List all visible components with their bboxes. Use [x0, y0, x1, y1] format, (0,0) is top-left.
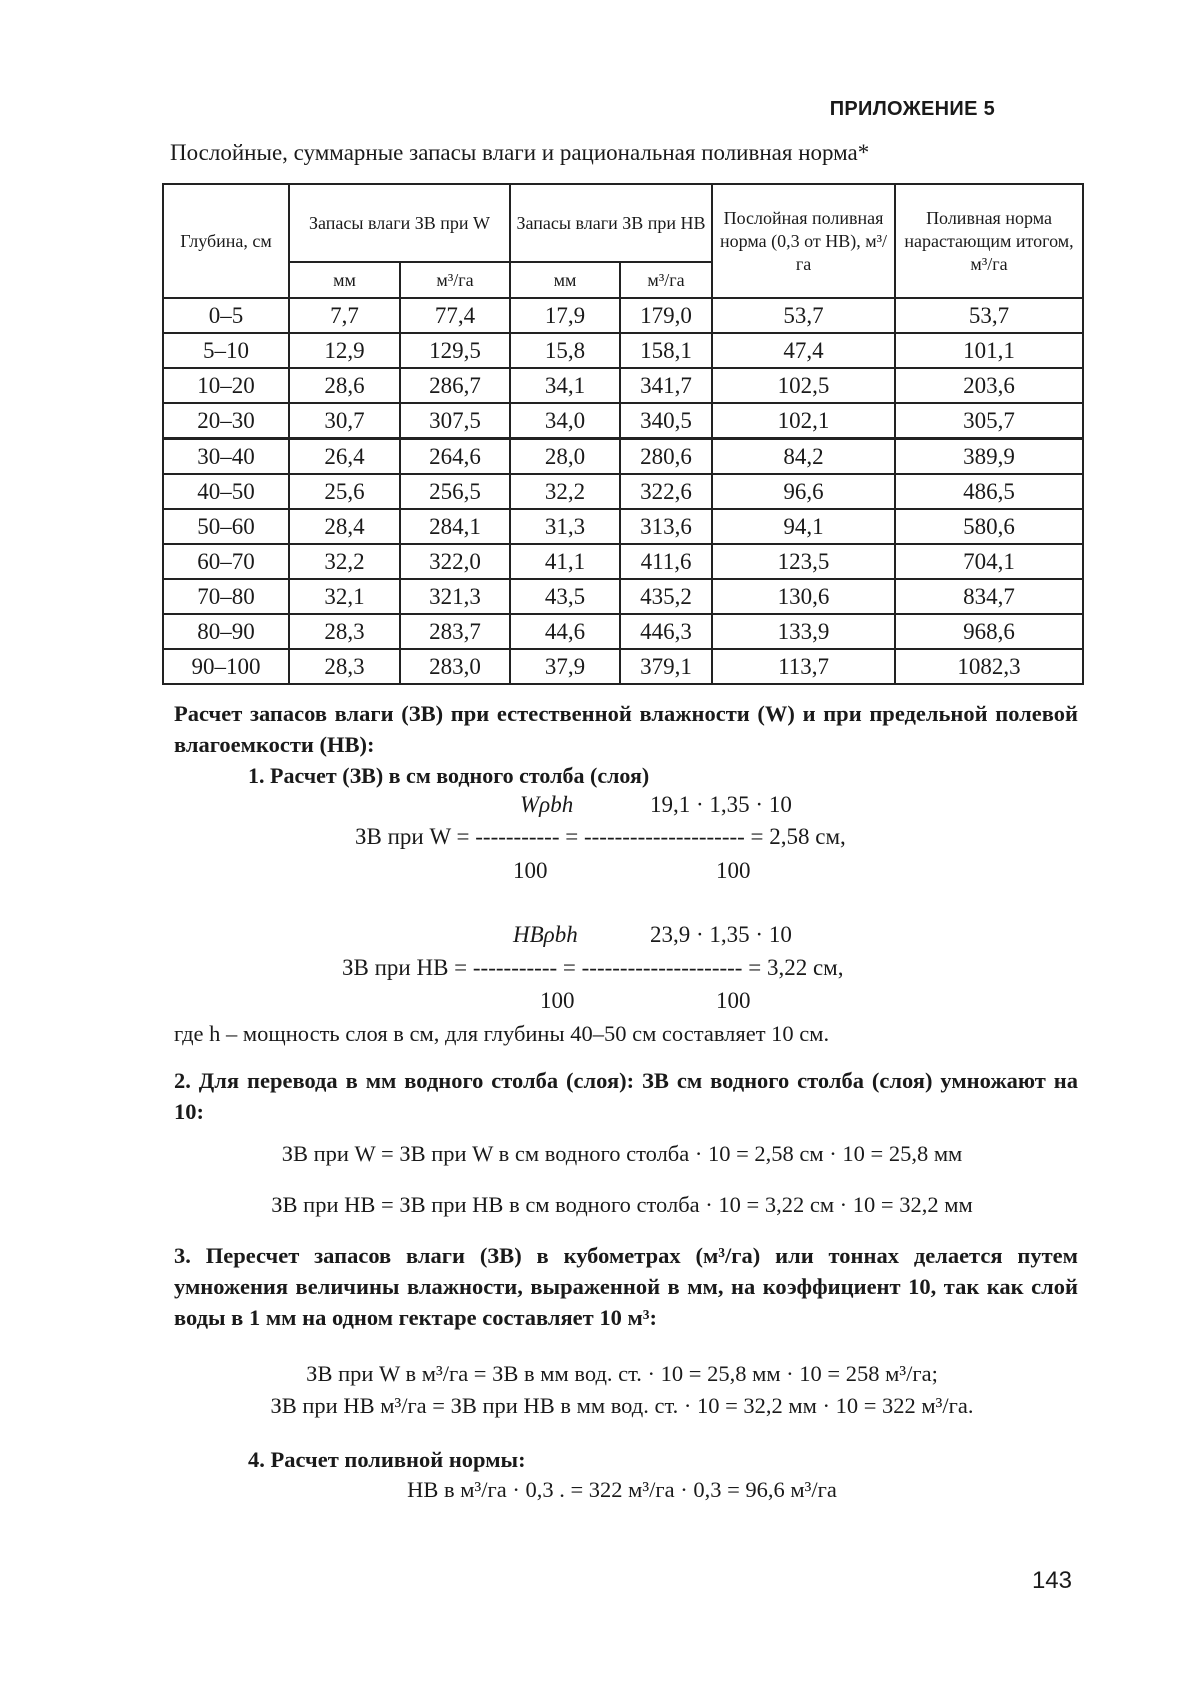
table-cell: 5–10	[163, 333, 289, 368]
table-cell: 580,6	[895, 509, 1083, 544]
table-cell: 30–40	[163, 439, 289, 475]
table-cell: 446,3	[620, 614, 712, 649]
table-cell: 704,1	[895, 544, 1083, 579]
table-cell: 256,5	[400, 474, 510, 509]
where-note: где h – мощность слоя в см, для глубины 40–50 см составляет 10 см.	[174, 1021, 830, 1046]
table-cell: 101,1	[895, 333, 1083, 368]
table-cell: 32,1	[289, 579, 400, 614]
table-cell: 28,3	[289, 614, 400, 649]
table-cell: 90–100	[163, 649, 289, 684]
header-layer-norm: Послойная поливная норма (0,3 от НВ), м³/га	[712, 184, 895, 298]
table-cell: 32,2	[510, 474, 620, 509]
table-row	[163, 509, 1083, 544]
table-cell: 32,2	[289, 544, 400, 579]
table-cell: 113,7	[712, 649, 895, 684]
table-cell: 130,6	[712, 579, 895, 614]
formula2-denominator-1: 100	[540, 988, 575, 1013]
table-cell: 322,0	[400, 544, 510, 579]
table-cell: 102,1	[712, 403, 895, 439]
table-cell: 321,3	[400, 579, 510, 614]
header-w-mm: мм	[289, 262, 400, 298]
formula2-denominator-2: 100	[716, 988, 751, 1013]
formula1-numerator-symbolic: Wρbh	[520, 792, 574, 817]
table-cell: 203,6	[895, 368, 1083, 403]
formula1-line: ЗВ при W = ----------- = --------------------- = 2,58 см,	[355, 824, 846, 849]
page-number: 143	[1031, 1567, 1072, 1594]
table-cell: 411,6	[620, 544, 712, 579]
table-cell: 28,0	[510, 439, 620, 475]
table-row	[163, 579, 1083, 614]
table-cell: 17,9	[510, 298, 620, 333]
table-cell: 322,6	[620, 474, 712, 509]
table-row	[163, 333, 1083, 368]
moisture-table	[162, 183, 1084, 685]
table-cell: 264,6	[400, 439, 510, 475]
table-cell: 284,1	[400, 509, 510, 544]
table-cell: 133,9	[712, 614, 895, 649]
table-cell: 30,7	[289, 403, 400, 439]
formula2-numerator-values: 23,9 · 1,35 · 10	[650, 922, 792, 947]
table-row	[163, 439, 1083, 475]
table-cell: 53,7	[895, 298, 1083, 333]
table-cell: 486,5	[895, 474, 1083, 509]
table-cell: 25,6	[289, 474, 400, 509]
header-nv-group: Запасы влаги ЗВ при НВ	[510, 184, 712, 262]
table-cell: 44,6	[510, 614, 620, 649]
table-cell: 283,7	[400, 614, 510, 649]
table-cell: 12,9	[289, 333, 400, 368]
header-cumulative: Поливная норма нарастающим итогом, м³/га	[895, 184, 1083, 298]
table-cell: 129,5	[400, 333, 510, 368]
table-cell: 0–5	[163, 298, 289, 333]
step2-line1: ЗВ при W = ЗВ при W в см водного столба · 10 = 2,58 см · 10 = 25,8 мм	[281, 1141, 963, 1166]
table-cell: 341,7	[620, 368, 712, 403]
table-cell: 834,7	[895, 579, 1083, 614]
table-caption: Послойные, суммарные запасы влаги и рациональная поливная норма*	[170, 140, 870, 165]
formula1-denominator-2: 100	[716, 858, 751, 883]
section-title: Расчет запасов влаги (ЗВ) при естественной влажности (W) и при предельной полевой влагоемкости (НВ):	[174, 701, 1078, 757]
table-cell: 28,3	[289, 649, 400, 684]
table-cell: 305,7	[895, 403, 1083, 439]
table-cell: 26,4	[289, 439, 400, 475]
table-cell: 158,1	[620, 333, 712, 368]
table-cell: 53,7	[712, 298, 895, 333]
table-row	[163, 298, 1083, 333]
header-nv-mm: мм	[510, 262, 620, 298]
table-row	[163, 368, 1083, 403]
table-cell: 47,4	[712, 333, 895, 368]
table-cell: 77,4	[400, 298, 510, 333]
table-cell: 123,5	[712, 544, 895, 579]
step4-line: НВ в м³/га · 0,3 . = 322 м³/га · 0,3 = 96,6 м³/га	[407, 1477, 837, 1502]
table-cell: 340,5	[620, 403, 712, 439]
table-cell: 968,6	[895, 614, 1083, 649]
table-cell: 40–50	[163, 474, 289, 509]
table-cell: 7,7	[289, 298, 400, 333]
table-cell: 34,1	[510, 368, 620, 403]
table-cell: 286,7	[400, 368, 510, 403]
table-cell: 70–80	[163, 579, 289, 614]
table-cell: 84,2	[712, 439, 895, 475]
step2-line2: ЗВ при НВ = ЗВ при НВ в см водного столба · 10 = 3,22 см · 10 = 32,2 мм	[271, 1192, 973, 1217]
table-cell: 389,9	[895, 439, 1083, 475]
header-w-group: Запасы влаги ЗВ при W	[289, 184, 510, 262]
table-row	[163, 544, 1083, 579]
table-cell: 379,1	[620, 649, 712, 684]
table-body	[163, 298, 1083, 684]
table-cell: 37,9	[510, 649, 620, 684]
table-cell: 313,6	[620, 509, 712, 544]
table-cell: 50–60	[163, 509, 289, 544]
table-cell: 43,5	[510, 579, 620, 614]
header-w-m3ha: м³/га	[400, 262, 510, 298]
table-row	[163, 403, 1083, 439]
table-row	[163, 614, 1083, 649]
step1-title: 1. Расчет (ЗВ) в см водного столба (слоя)	[248, 763, 650, 788]
table-cell: 280,6	[620, 439, 712, 475]
header-depth: Глубина, см	[163, 184, 289, 298]
table-cell: 28,6	[289, 368, 400, 403]
step3-line2: ЗВ при НВ м³/га = ЗВ при НВ в мм вод. ст. · 10 = 32,2 мм · 10 = 322 м³/га.	[270, 1393, 974, 1418]
table-cell: 94,1	[712, 509, 895, 544]
table-cell: 28,4	[289, 509, 400, 544]
table-cell: 1082,3	[895, 649, 1083, 684]
step3-line1: ЗВ при W в м³/га = ЗВ в мм вод. ст. · 10 = 25,8 мм · 10 = 258 м³/га;	[306, 1361, 938, 1386]
table-cell: 435,2	[620, 579, 712, 614]
header-nv-m3ha: м³/га	[620, 262, 712, 298]
formula1-denominator-1: 100	[513, 858, 548, 883]
formula1-numerator-values: 19,1 · 1,35 · 10	[650, 792, 792, 817]
appendix-label: ПРИЛОЖЕНИЕ 5	[829, 98, 995, 120]
table-cell: 179,0	[620, 298, 712, 333]
table-cell: 20–30	[163, 403, 289, 439]
table-cell: 31,3	[510, 509, 620, 544]
table-cell: 307,5	[400, 403, 510, 439]
table-cell: 102,5	[712, 368, 895, 403]
table-cell: 10–20	[163, 368, 289, 403]
table-cell: 34,0	[510, 403, 620, 439]
formula2-line: ЗВ при НВ = ----------- = --------------------- = 3,22 см,	[342, 955, 844, 980]
table-cell: 60–70	[163, 544, 289, 579]
step4-title: 4. Расчет поливной нормы:	[248, 1447, 526, 1472]
table-cell: 41,1	[510, 544, 620, 579]
step3-title: 3. Пересчет запасов влаги (ЗВ) в кубометрах (м³/га) или тоннах делается путем умножения величины влажности, выраженной в мм, на коэффициент 10, так как слой воды в 1 мм на одном гектаре составляет 10 м³:	[174, 1243, 1078, 1330]
formula2-numerator-symbolic: НВρbh	[513, 922, 578, 947]
table-cell: 15,8	[510, 333, 620, 368]
table-cell: 283,0	[400, 649, 510, 684]
table-cell: 80–90	[163, 614, 289, 649]
table-row	[163, 649, 1083, 684]
table-cell: 96,6	[712, 474, 895, 509]
table-row	[163, 474, 1083, 509]
step2-title: 2. Для перевода в мм водного столба (слоя): ЗВ см водного столба (слоя) умножают на 10:	[174, 1068, 1078, 1124]
